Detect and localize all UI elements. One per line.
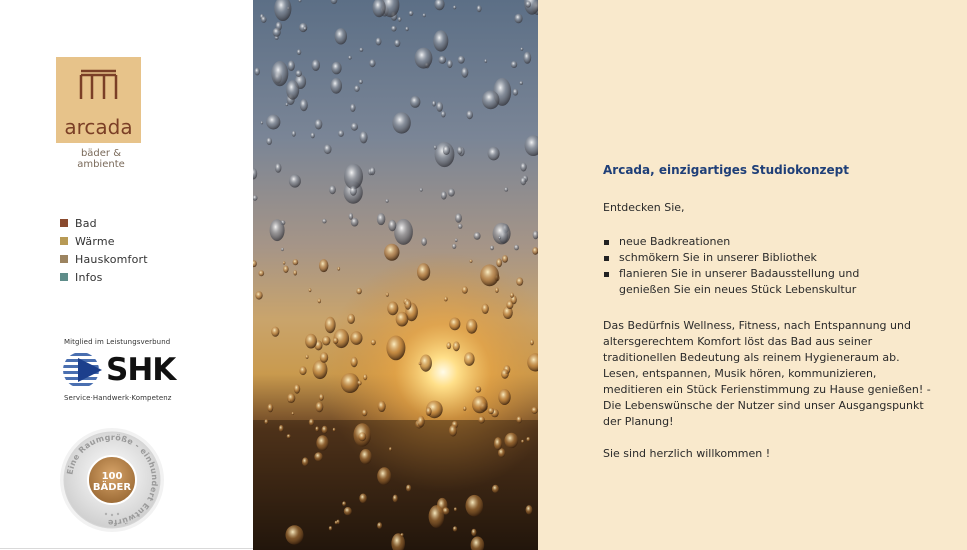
list-item-text: neue Badkreationen xyxy=(619,235,731,248)
nav-label: Hauskomfort xyxy=(75,252,148,266)
description-paragraph: Das Bedürfnis Wellness, Fitness, nach Entspannung und altersgerechtem Komfort löst das Bad aus seiner traditionellen Bedeutung als reinem Hygieneraum ab. Lesen, entspannen, Musik hören, kommunizieren, meditieren ein Stück Ferienstimmung zu Hause genießen! - Die Lebenswünsche der Nutzer sind unser Ausgangspunkt der Planung! xyxy=(603,319,931,428)
rain-drops-sunset-photo xyxy=(253,0,538,550)
nav-square-icon xyxy=(60,273,68,281)
badge-number: 100 xyxy=(101,471,123,482)
list-item-text: flanieren Sie in unserer Badausstellung und genießen Sie ein neues Stück Lebenskultur xyxy=(619,267,860,296)
nav-square-icon xyxy=(60,237,68,245)
list-item xyxy=(603,266,899,298)
intro-text: Entdecken Sie, xyxy=(603,201,685,214)
nav-label: Bad xyxy=(75,216,97,230)
nav-label: Wärme xyxy=(75,234,115,248)
list-item-text: schmökern Sie in unserer Bibliothek xyxy=(619,251,817,264)
list-item xyxy=(603,234,899,250)
badge-seal-icon xyxy=(58,426,166,534)
shk-logo[interactable] xyxy=(62,338,186,406)
sidebar xyxy=(0,0,253,550)
bottom-divider xyxy=(0,548,253,549)
page-heading: Arcada, einzigartiges Studiokonzept xyxy=(603,163,849,177)
bullet-icon xyxy=(604,240,609,245)
100-baeder-badge[interactable] xyxy=(58,426,166,534)
welcome-text: Sie sind herzlich willkommen ! xyxy=(603,447,771,460)
badge-word: BÄDER xyxy=(92,482,132,493)
list-item xyxy=(603,250,899,266)
shk-arrow-globe-icon xyxy=(62,350,104,390)
nav-square-icon xyxy=(60,255,68,263)
bullet-icon xyxy=(604,272,609,277)
shk-word: SHK xyxy=(106,352,176,388)
feature-list xyxy=(603,234,899,298)
bullet-icon xyxy=(604,256,609,261)
arcada-logo[interactable] xyxy=(56,57,141,143)
nav-item-bad[interactable] xyxy=(60,214,148,232)
badge-ring-text: Eine Raumgröße - einhundert Entwürfe xyxy=(65,432,160,528)
nav-item-hauskomfort[interactable] xyxy=(60,250,148,268)
nav-item-waerme[interactable] xyxy=(60,232,148,250)
arcada-m-icon xyxy=(78,69,120,101)
logo-tagline: bäder & ambiente xyxy=(77,148,125,170)
nav-label: Infos xyxy=(75,270,103,284)
nav-square-icon xyxy=(60,219,68,227)
shk-bottom-text: Service·Handwerk·Kompetenz xyxy=(64,394,172,402)
nav-item-infos[interactable] xyxy=(60,268,148,286)
main-nav xyxy=(60,214,148,286)
logo-word: arcada xyxy=(64,115,133,139)
shk-top-text: Mitglied im Leistungsverbund xyxy=(64,338,171,346)
